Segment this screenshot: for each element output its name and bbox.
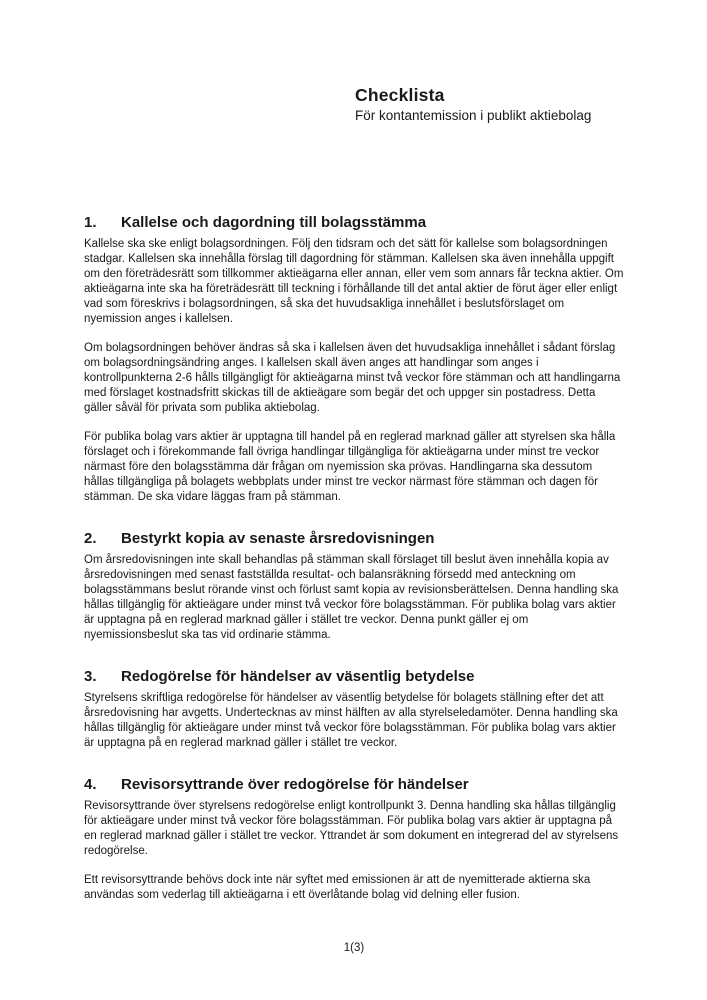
section-1 xyxy=(84,214,624,505)
title-block xyxy=(355,84,655,124)
paragraph: Om bolagsordningen behöver ändras så ska i kallelsen även det huvudsakliga innehållet i sådant förslag om bolagsordningsändring anges. I kallelsen skall även anges att handlingar som anges i kontrollpunkterna 2-6 hålls tillgängligt för aktieägarna minst två veckor före stämman och att handlingarna med förslaget kostnadsfritt skickas till de aktieägare som begär det och uppger sin postadress. Detta gäller såväl för privata som publika aktiebolag. xyxy=(84,342,621,414)
section-1-number: 1. xyxy=(84,214,97,231)
page-number-footer: 1(3) xyxy=(343,942,365,954)
document-body xyxy=(84,214,624,903)
paragraph: Kallelse ska ske enligt bolagsordningen. Följ den tidsram och det sätt för kallelse som bolagsordningen stadgar. Kallelsen ska innehålla förslag till dagordning för stämman. Kallelsen ska även innehålla uppgift om den företrädesrätt som tillkommer aktieägarna eller annan, eller vem som annars får teckna aktier. Om aktieägarna inte ska ha företrädesrätt till teckning i förhållande till det antal aktier de förut äger eller enligt vad som föreskrivs i bolagsordningen, så ska det huvudsakliga innehållet i beslutsförslaget om nyemission anges i kallelsen. xyxy=(84,238,624,325)
section-3-heading xyxy=(84,668,624,686)
paragraph: Ett revisorsyttrande behövs dock inte när syftet med emissionen är att de nyemitterade aktierna ska användas som vederlag till aktieägarna i ett överlåtande bolag vid delning eller fusion. xyxy=(84,874,591,901)
section-2-title: Bestyrkt kopia av senaste årsredovisningen xyxy=(121,530,435,547)
paragraph: Styrelsens skriftliga redogörelse för händelser av väsentlig betydelse för bolagets ställning efter det att årsredovisning har avgetts. Undertecknas av minst hälften av alla styrelseledamöter. Denna handling ska hållas tillgänglig för aktieägare under minst två veckor före bolagsstämman. För publika bolag vars aktier är upptagna på en reglerad marknad gäller i stället tre veckor. xyxy=(84,692,618,749)
paragraph: Revisorsyttrande över styrelsens redogörelse enligt kontrollpunkt 3. Denna handling ska hållas tillgänglig för aktieägare under minst två veckor före bolagsstämman. För publika bolag vars aktier är upptagna på en reglerad marknad gäller i stället tre veckor. Yttrandet är som dokument en integrerad del av styrelsens redogörelse. xyxy=(84,800,619,857)
section-3 xyxy=(84,668,624,751)
section-4-title: Revisorsyttrande över redogörelse för händelser xyxy=(121,776,469,793)
section-3-number: 3. xyxy=(84,668,97,685)
paragraph: För publika bolag vars aktier är upptagna till handel på en reglerad marknad gäller att styrelsen ska hålla förslaget och i förekommande fall övriga handlingar tillgängliga för aktieägarna under minst tre veckor närmast före den bolagsstämma där frågan om nyemission ska prövas. Handlingarna ska dessutom hållas tillgängliga på bolagets webbplats under minst tre veckor närmast före stämman och dagen för stämman. De ska vidare läggas fram på stämman. xyxy=(84,431,616,503)
document-subtitle: För kontantemission i publikt aktiebolag xyxy=(355,108,592,123)
document-title: Checklista xyxy=(355,85,445,105)
section-4-number: 4. xyxy=(84,776,97,793)
section-2-heading xyxy=(84,530,624,548)
section-3-title: Redogörelse för händelser av väsentlig betydelse xyxy=(121,668,475,685)
section-4 xyxy=(84,776,624,903)
section-1-heading xyxy=(84,214,624,232)
section-2 xyxy=(84,530,624,643)
section-1-title: Kallelse och dagordning till bolagsstämma xyxy=(121,214,427,231)
section-4-heading xyxy=(84,776,624,794)
paragraph: Om årsredovisningen inte skall behandlas på stämman skall förslaget till beslut även innehålla kopia av årsredovisningen med senast fastställda resultat- och balansräkning försedd med anteckning om bolagsstämmans beslut rörande vinst och förlust samt kopia av revisionsberättelsen. Denna handling ska hållas tillgänglig för aktieägare under minst två veckor före bolagsstämman. För publika bolag vars aktier är upptagna på en reglerad marknad gäller i stället tre veckor. Denna punkt gäller ej om nyemissionsbeslut ska tas vid ordinarie stämma. xyxy=(84,554,619,641)
section-2-number: 2. xyxy=(84,530,97,547)
